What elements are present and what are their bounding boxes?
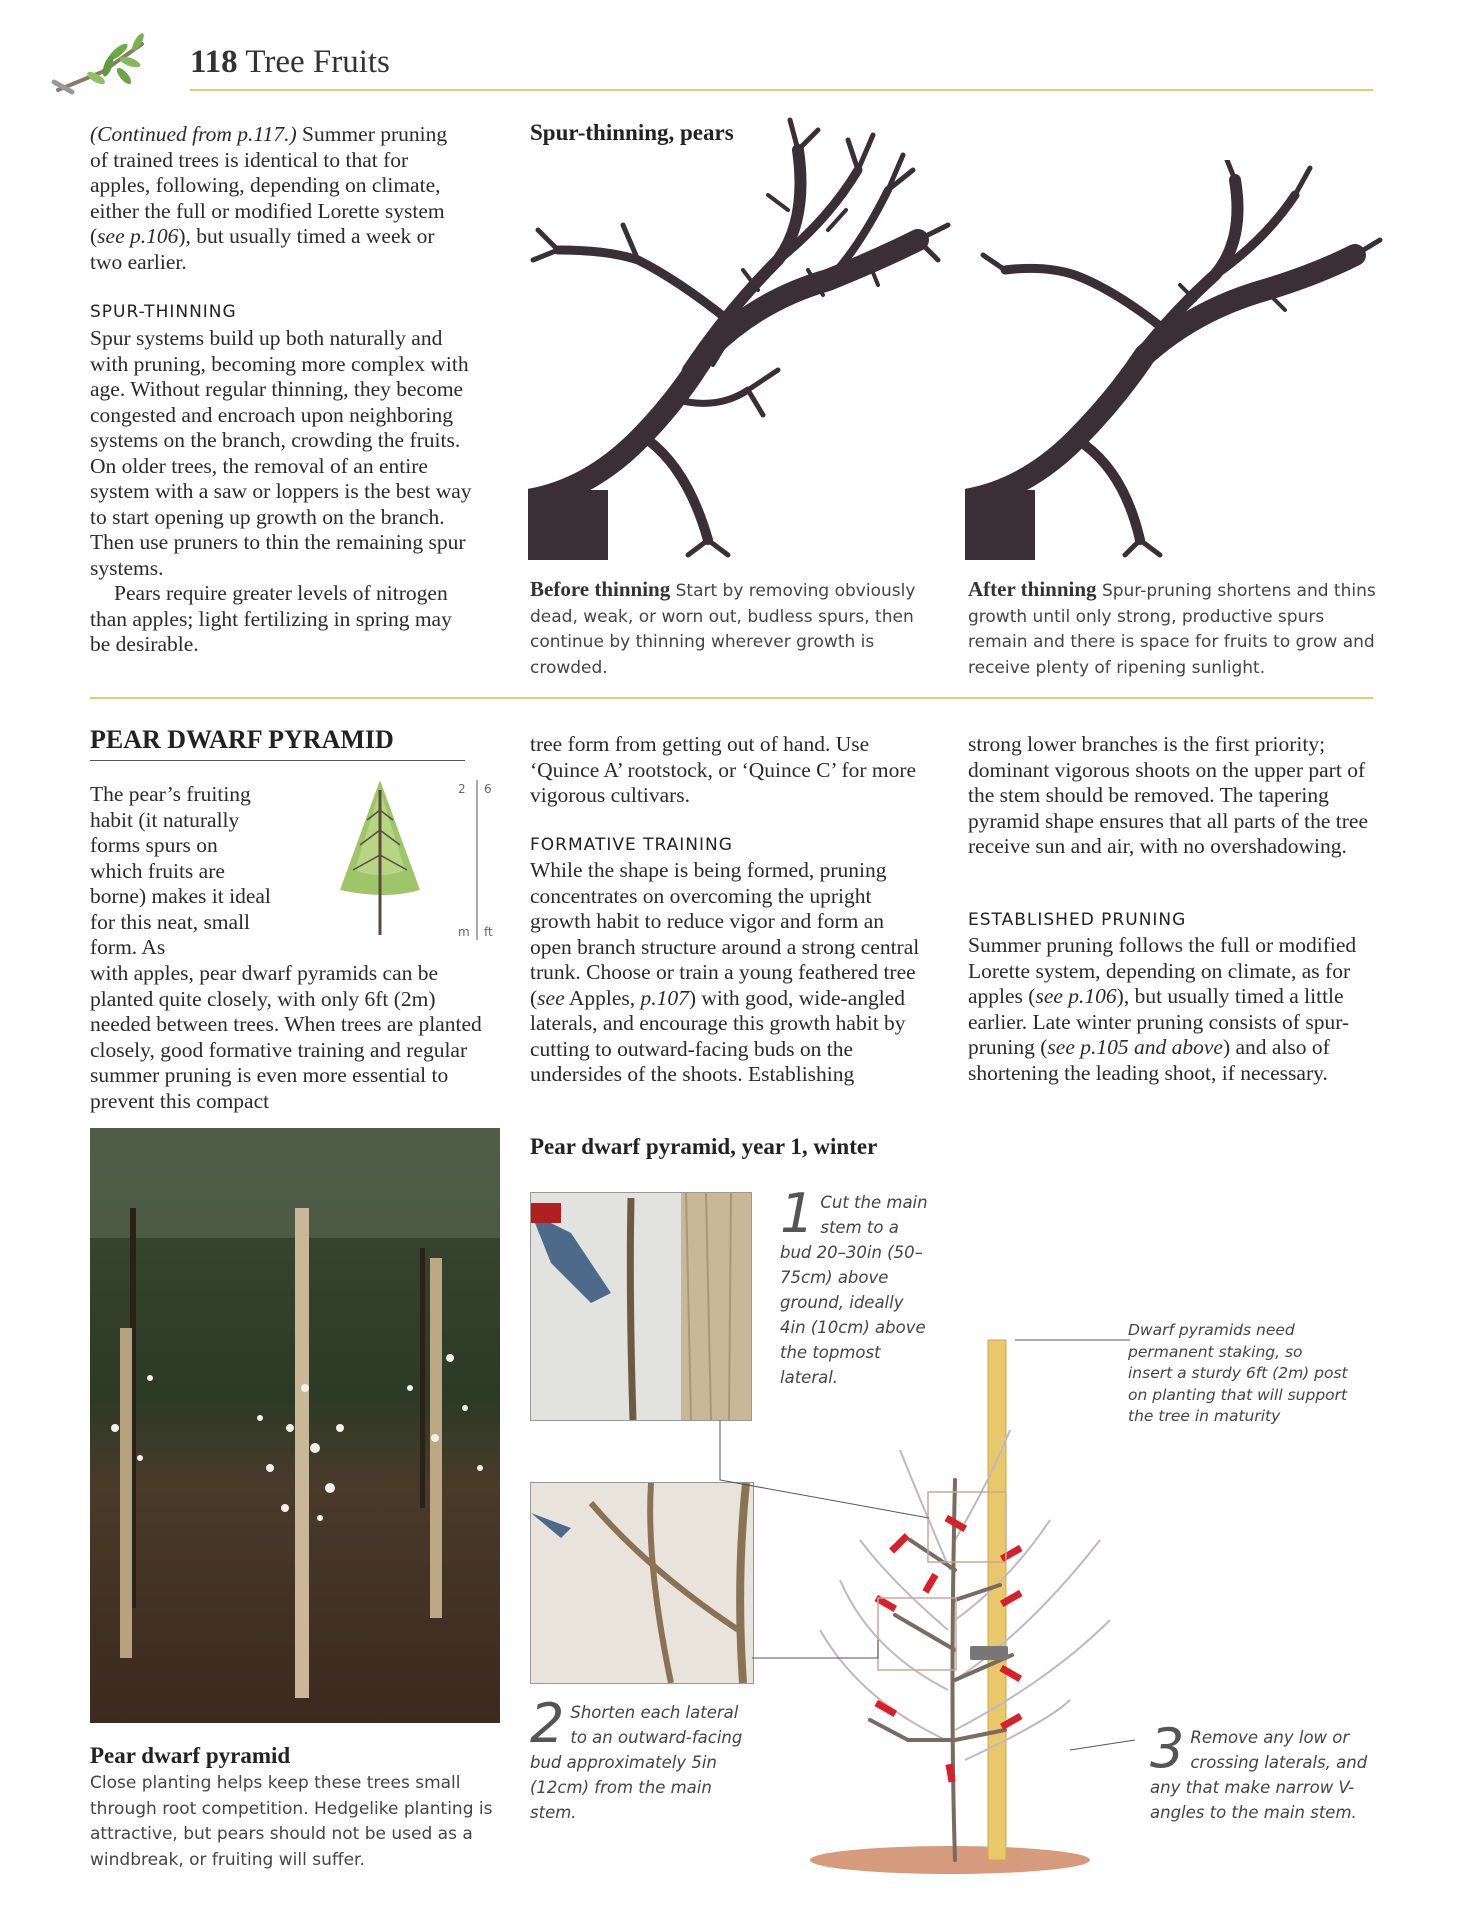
- height-scale: [458, 780, 498, 940]
- leaf-branch-icon: [50, 32, 150, 102]
- page-header: [190, 44, 390, 81]
- step3-annotation: 3 Remove any low or crossing laterals, and any that make narrow V-angles to the main stem.: [1150, 1717, 1368, 1822]
- pear-orchard-photo: [90, 1128, 500, 1723]
- pear-dwarf-intro: The pear’s fruiting habit (it naturally forms spurs on which fruits are borne) makes it ideal for this neat, small form. As: [90, 782, 271, 959]
- established-pruning-text: Summer pruning follows the full or modified Lorette system, depending on climate, as for apples (see p.106), but usually timed a little earlier. Late winter pruning consists of spur-pruning (see p.105 and above) and also of shortening the leading shoot, if necessary.: [968, 933, 1357, 1085]
- scale-ft-unit: ft: [484, 925, 493, 939]
- page-number: 118: [190, 44, 238, 80]
- after-thinning-image: [965, 160, 1385, 560]
- step1-annotation: 1 Cut the main stem to a bud 20–30in (50–75cm) above ground, ideally 4in (10cm) above the topmost lateral.: [780, 1182, 928, 1387]
- year1-figure-title: Pear dwarf pyramid, year 1, winter: [530, 1134, 878, 1159]
- formative-training-heading: FORMATIVE TRAINING: [530, 835, 733, 855]
- paragraph: Pears require greater levels of nitrogen than apples; light fertilizing in spring may be desirable.: [90, 581, 452, 656]
- step2-number: 2: [530, 1692, 565, 1755]
- section-rule: [90, 697, 1373, 699]
- before-thinning-image: [528, 110, 958, 560]
- tree-illustration: [325, 770, 435, 940]
- header-rule: [190, 89, 1373, 91]
- spur-figure-title: Spur-thinning, pears: [530, 120, 734, 145]
- stake-annotation: Dwarf pyramids need permanent staking, so insert a sturdy 6ft (2m) post on planting that will support the tree in maturity: [1128, 1321, 1348, 1425]
- paragraph: Spur systems build up both naturally and with pruning, becoming more complex with age. Without regular thinning, they become congested and encroach upon neighboring systems on the branch, crowding the fruits. On older trees, the removal of an entire system with a saw or loppers is the best way to start opening up growth on the branch. Then use pruners to thin the remaining spur systems.: [90, 326, 472, 580]
- after-thinning-caption: After thinning Spur-pruning shortens and thins growth until only strong, productive spurs remain and there is space for fruits to grow and receive plenty of ripening sunlight.: [968, 577, 1376, 678]
- step1-number: 1: [780, 1182, 815, 1245]
- caption-label: After thinning: [968, 577, 1097, 601]
- col2-intro: tree form from getting out of hand. Use ‘Quince A’ rootstock, or ‘Quince C’ for more vigorous cultivars.: [530, 732, 917, 807]
- pear-dwarf-heading: PEAR DWARF PYRAMID: [90, 725, 394, 754]
- established-pruning-heading: ESTABLISHED PRUNING: [968, 910, 1187, 930]
- scale-ft-value: 6: [484, 782, 492, 796]
- header-logo: [50, 32, 150, 102]
- formative-training-text: While the shape is being formed, pruning concentrates on overcoming the upright growth habit to reduce vigor and form an open branch structure around a strong central trunk. Choose or train a young feathered tree (see Apples, p.107) with good, wide-angled laterals, and encourage this growth habit by cutting to outward-facing buds on the undersides of the shoots. Establishing: [530, 858, 920, 1086]
- leader-lines: [715, 1300, 975, 1530]
- heading-underline: [90, 760, 465, 761]
- before-thinning-caption: Before thinning Start by removing obviously dead, weak, or worn out, budless spurs, then continue by thinning wherever growth is crowded.: [530, 577, 916, 678]
- step2-annotation: 2 Shorten each lateral to an outward-facing bud approximately 5in (12cm) from the main stem.: [530, 1692, 743, 1822]
- spur-thinning-text: [90, 326, 475, 658]
- pear-dwarf-text: with apples, pear dwarf pyramids can be planted quite closely, with only 6ft (2m) needed between trees. When trees are planted closely, good formative training and regular summer pruning is even more essential to prevent this compact: [90, 961, 482, 1113]
- step3-number: 3: [1150, 1717, 1185, 1780]
- intro-text: (Continued from p.117.) Summer pruning of trained trees is identical to that for apples, following, depending on climate, either the full or modified Lorette system (see p.106), but usually timed a week or two earlier.: [90, 122, 448, 274]
- photo-caption-text: Close planting helps keep these trees small through root competition. Hedgelike planting is attractive, but pears should not be used as a windbreak, or fruiting will suffer.: [90, 1773, 493, 1870]
- caption-label: Before thinning: [530, 577, 671, 601]
- scale-m-unit: m: [458, 925, 470, 939]
- section-title: Tree Fruits: [245, 44, 390, 80]
- leader-line-2: [750, 1600, 890, 1660]
- continued-note: (Continued from p.117.): [90, 122, 297, 146]
- scale-m-value: 2: [458, 782, 466, 796]
- photo-caption-title: Pear dwarf pyramid: [90, 1743, 291, 1768]
- col3-intro: strong lower branches is the first priority; dominant vigorous shoots on the upper part of the stem should be removed. The tapering pyramid shape ensures that all parts of the tree receive sun and air, with no overshadowing.: [968, 732, 1368, 858]
- spur-thinning-heading: SPUR-THINNING: [90, 302, 237, 322]
